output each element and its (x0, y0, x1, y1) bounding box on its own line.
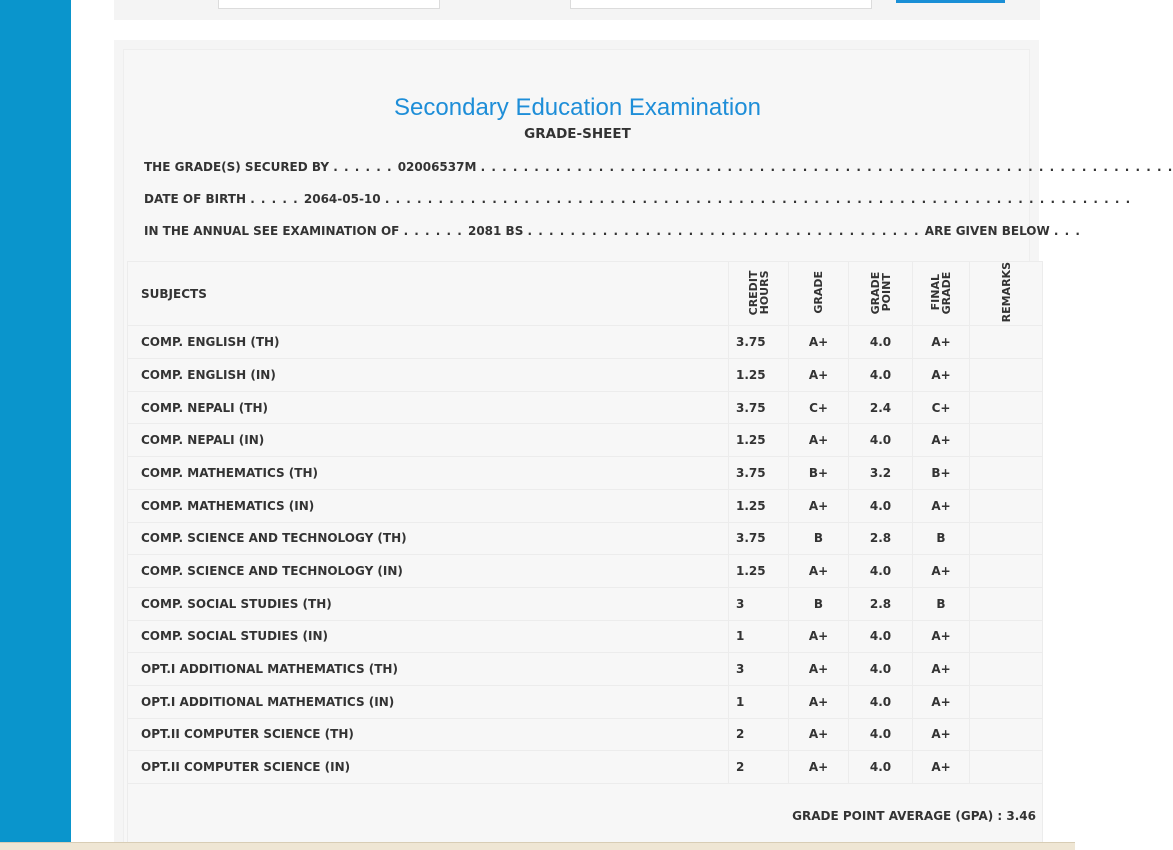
left-sidebar-bar (0, 0, 71, 842)
remarks-cell (970, 359, 1043, 392)
remarks-cell (970, 424, 1043, 457)
subject-cell: COMP. NEPALI (TH) (128, 391, 729, 424)
grade-point-cell: 4.0 (849, 326, 913, 359)
final-grade-cell: A+ (913, 326, 970, 359)
gpa-label: GRADE POINT AVERAGE (GPA) : (792, 809, 1003, 823)
table-row (128, 457, 1043, 490)
result-card (114, 40, 1173, 842)
grade-point-cell: 4.0 (849, 751, 913, 784)
final-grade-cell: A+ (913, 685, 970, 718)
grade-cell: A+ (789, 359, 849, 392)
grade-cell: A+ (789, 620, 849, 653)
table-row (128, 424, 1043, 457)
remarks-cell (970, 555, 1043, 588)
grade-cell: B (789, 522, 849, 555)
credit-hours-cell: 1.25 (729, 359, 789, 392)
remarks-cell (970, 489, 1043, 522)
table-row (128, 718, 1043, 751)
dob-label: DATE OF BIRTH (144, 192, 246, 206)
grade-point-cell: 4.0 (849, 359, 913, 392)
header-grade-point: GRADE POINT (868, 270, 893, 314)
credit-hours-cell: 1 (729, 620, 789, 653)
credit-hours-cell: 1 (729, 685, 789, 718)
credit-hours-cell: 3 (729, 653, 789, 686)
remarks-cell (970, 718, 1043, 751)
remarks-cell (970, 391, 1043, 424)
final-grade-cell: B+ (913, 457, 970, 490)
grade-sheet (123, 49, 1173, 842)
subject-cell: COMP. ENGLISH (IN) (128, 359, 729, 392)
submit-button[interactable] (896, 0, 1005, 3)
exam-label: IN THE ANNUAL SEE EXAMINATION OF (144, 224, 400, 238)
given-below-label: ARE GIVEN BELOW (924, 224, 1050, 238)
grade-cell: C+ (789, 391, 849, 424)
table-row (128, 751, 1043, 784)
secured-by-line: THE GRADE(S) SECURED BY . . . . . . 02006537M . . . . . . . . . . . . . . . . . . . . . . . . . . . . . . . . . . . . . . . . . . . . . . . . . . . . . . . . . . . . . . . . . (144, 160, 1173, 174)
grade-point-cell: 3.2 (849, 457, 913, 490)
grade-cell: A+ (789, 685, 849, 718)
final-grade-cell: A+ (913, 718, 970, 751)
header-subjects: SUBJECTS (128, 262, 729, 326)
subject-cell: COMP. MATHEMATICS (IN) (128, 489, 729, 522)
symbol-number-input[interactable] (218, 0, 440, 9)
grade-rows (128, 326, 1043, 784)
credit-hours-cell: 3 (729, 587, 789, 620)
grade-point-cell: 2.4 (849, 391, 913, 424)
table-row (128, 685, 1043, 718)
header-remarks: REMARKS (999, 262, 1013, 323)
subject-cell: COMP. MATHEMATICS (TH) (128, 457, 729, 490)
table-row (128, 555, 1043, 588)
grade-cell: A+ (789, 751, 849, 784)
grades-table (127, 261, 1043, 849)
table-row (128, 620, 1043, 653)
symbol-number: 02006537M (397, 160, 477, 174)
secured-by-label: THE GRADE(S) SECURED BY (144, 160, 330, 174)
final-grade-cell: B (913, 522, 970, 555)
final-grade-cell: A+ (913, 653, 970, 686)
header-credit-hours: CREDIT HOURS (746, 269, 771, 315)
credit-hours-cell: 1.25 (729, 489, 789, 522)
grade-cell: A+ (789, 489, 849, 522)
date-of-birth-input[interactable] (570, 0, 872, 9)
remarks-cell (970, 620, 1043, 653)
grade-point-cell: 4.0 (849, 718, 913, 751)
subject-cell: COMP. NEPALI (IN) (128, 424, 729, 457)
gpa-cell (128, 784, 1043, 849)
credit-hours-cell: 2 (729, 718, 789, 751)
header-final-grade: FINAL GRADE (929, 270, 953, 314)
remarks-cell (970, 457, 1043, 490)
table-row (128, 391, 1043, 424)
bottom-scroll-strip (0, 842, 1075, 850)
subject-cell: COMP. SCIENCE AND TECHNOLOGY (TH) (128, 522, 729, 555)
grade-point-cell: 4.0 (849, 653, 913, 686)
subject-cell: OPT.I ADDITIONAL MATHEMATICS (TH) (128, 653, 729, 686)
table-row (128, 359, 1043, 392)
table-row (128, 489, 1043, 522)
final-grade-cell: A+ (913, 424, 970, 457)
table-row (128, 653, 1043, 686)
table-row (128, 522, 1043, 555)
search-form-panel (114, 0, 1040, 20)
final-grade-cell: A+ (913, 620, 970, 653)
remarks-cell (970, 522, 1043, 555)
credit-hours-cell: 3.75 (729, 522, 789, 555)
credit-hours-cell: 2 (729, 751, 789, 784)
grade-cell: A+ (789, 326, 849, 359)
grade-point-cell: 4.0 (849, 685, 913, 718)
subject-cell: COMP. SCIENCE AND TECHNOLOGY (IN) (128, 555, 729, 588)
credit-hours-cell: 1.25 (729, 555, 789, 588)
credit-hours-cell: 3.75 (729, 457, 789, 490)
subject-cell: OPT.I ADDITIONAL MATHEMATICS (IN) (128, 685, 729, 718)
subject-cell: COMP. ENGLISH (TH) (128, 326, 729, 359)
grade-point-cell: 2.8 (849, 587, 913, 620)
credit-hours-cell: 1.25 (729, 424, 789, 457)
credit-hours-cell: 3.75 (729, 326, 789, 359)
grade-cell: A+ (789, 653, 849, 686)
exam-line: IN THE ANNUAL SEE EXAMINATION OF . . . . . . 2081 BS . . . . . . . . . . . . . . . . . . . . . . . . . . . . . . . . . . . . . ARE GIVEN BELOW . . . (144, 224, 1081, 238)
final-grade-cell: A+ (913, 751, 970, 784)
remarks-cell (970, 326, 1043, 359)
exam-year: 2081 BS (467, 224, 524, 238)
remarks-cell (970, 653, 1043, 686)
table-row (128, 326, 1043, 359)
grade-point-cell: 4.0 (849, 555, 913, 588)
page-subtitle: GRADE-SHEET (524, 126, 631, 142)
final-grade-cell: A+ (913, 489, 970, 522)
grade-point-cell: 4.0 (849, 620, 913, 653)
page-title: Secondary Education Examination (394, 94, 761, 121)
grade-cell: B+ (789, 457, 849, 490)
subject-cell: OPT.II COMPUTER SCIENCE (TH) (128, 718, 729, 751)
dob-value: 2064-05-10 (303, 192, 381, 206)
remarks-cell (970, 587, 1043, 620)
final-grade-cell: A+ (913, 555, 970, 588)
subject-cell: OPT.II COMPUTER SCIENCE (IN) (128, 751, 729, 784)
dob-line: DATE OF BIRTH . . . . . 2064-05-10 . . . . . . . . . . . . . . . . . . . . . . . . . . . . . . . . . . . . . . . . . . . . . . . . . . . . . . . . . . . . . . . . . . . . . . (144, 192, 1132, 206)
final-grade-cell: A+ (913, 359, 970, 392)
grade-cell: B (789, 587, 849, 620)
grade-point-cell: 4.0 (849, 424, 913, 457)
gpa-row (128, 784, 1043, 849)
subject-cell: COMP. SOCIAL STUDIES (IN) (128, 620, 729, 653)
grade-cell: A+ (789, 718, 849, 751)
credit-hours-cell: 3.75 (729, 391, 789, 424)
final-grade-cell: C+ (913, 391, 970, 424)
remarks-cell (970, 685, 1043, 718)
grade-point-cell: 4.0 (849, 489, 913, 522)
grade-point-cell: 2.8 (849, 522, 913, 555)
remarks-cell (970, 751, 1043, 784)
final-grade-cell: B (913, 587, 970, 620)
grade-cell: A+ (789, 424, 849, 457)
table-row (128, 587, 1043, 620)
grade-cell: A+ (789, 555, 849, 588)
table-header-row (128, 262, 1043, 326)
gpa-value: 3.46 (1006, 809, 1036, 823)
header-grade: GRADE (812, 270, 825, 314)
subject-cell: COMP. SOCIAL STUDIES (TH) (128, 587, 729, 620)
